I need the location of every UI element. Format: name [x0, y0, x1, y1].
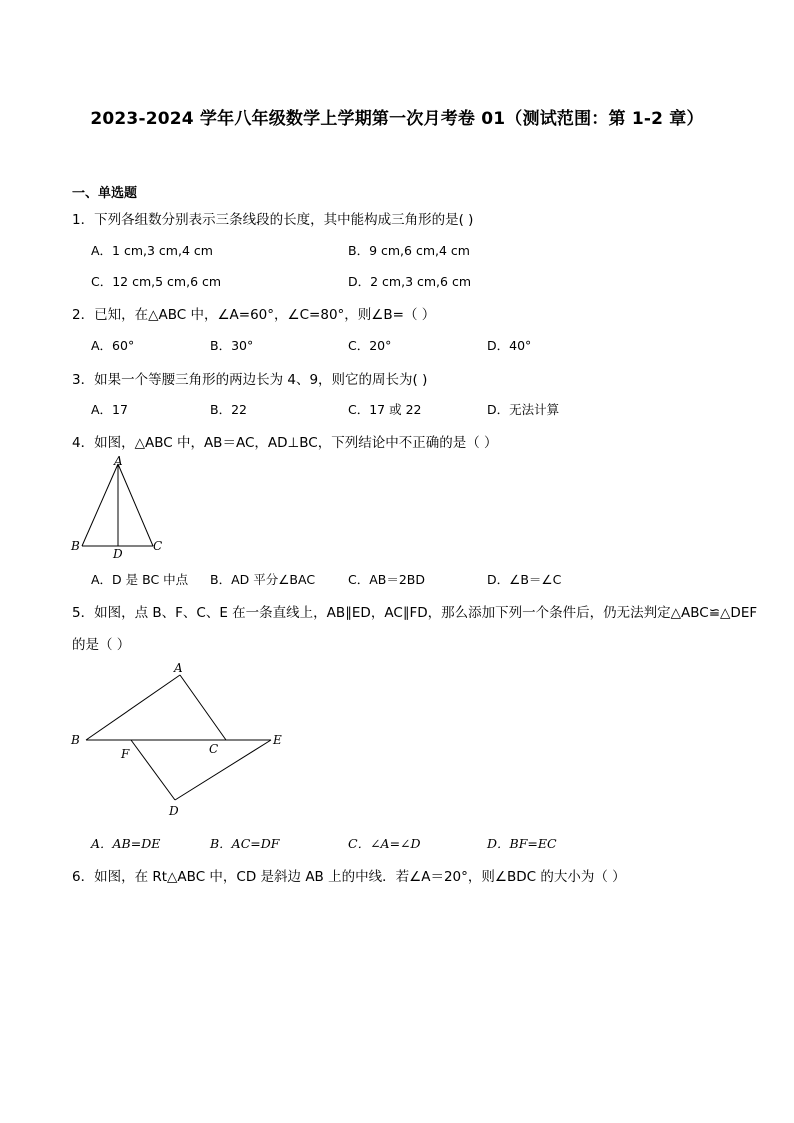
q3-option-d: D．无法计算: [487, 402, 560, 417]
question-2-stem: 2．已知，在△ABC 中，∠A=60°，∠C=80°，则∠B=（ ）: [72, 307, 436, 323]
q5-line-ac: [180, 675, 226, 740]
question-6-stem: 6．如图，在 Rt△ABC 中，CD 是斜边 AB 上的中线．若∠A＝20°，则∠BDC 的大小为（ ）: [72, 869, 626, 885]
q4-side-ac: [118, 464, 153, 546]
section-heading: 一、单选题: [72, 186, 138, 201]
q5-label-e: E: [273, 733, 282, 747]
q5-label-d: D: [169, 804, 179, 818]
q2-option-b: B．30°: [210, 338, 254, 353]
q1-option-c: C．12 cm,5 cm,6 cm: [91, 274, 222, 289]
q1-option-b: B．9 cm,6 cm,4 cm: [348, 243, 470, 258]
q5-triangles-figure: [66, 655, 296, 825]
question-4-stem: 4．如图，△ABC 中，AB＝AC，AD⊥BC，下列结论中不正确的是（ ）: [72, 435, 498, 451]
q4-triangle-figure: [66, 452, 176, 562]
q5-option-a: A．AB=DE: [91, 836, 161, 851]
q2-option-d: D．40°: [487, 338, 532, 353]
q2-option-a: A．60°: [91, 338, 135, 353]
q4-option-a: A．D 是 BC 中点: [91, 572, 189, 587]
q4-label-a: A: [114, 454, 123, 468]
q5-option-b: B．AC=DF: [210, 836, 280, 851]
q5-line-fd: [131, 740, 175, 800]
q4-option-d: D．∠B＝∠C: [487, 572, 562, 587]
q5-label-f: F: [121, 747, 130, 761]
q5-label-c: C: [209, 742, 219, 756]
q4-option-c: C．AB＝2BD: [348, 572, 426, 587]
q4-side-ab: [82, 464, 118, 546]
q1-option-d: D．2 cm,3 cm,6 cm: [348, 274, 471, 289]
question-5-stem-line1: 5．如图，点 B、F、C、E 在一条直线上，AB∥ED，AC∥FD，那么添加下列一个条件后，仍无法判定△ABC≌△DEF: [72, 605, 758, 621]
q5-line-ed: [175, 740, 271, 800]
q2-option-c: C．20°: [348, 338, 392, 353]
question-5-stem-line2: 的是（ ）: [72, 637, 131, 653]
q3-option-a: A．17: [91, 402, 128, 417]
q5-line-ab: [86, 675, 180, 740]
q5-label-b: B: [71, 733, 80, 747]
q5-option-d: D．BF=EC: [487, 836, 557, 851]
q3-option-b: B．22: [210, 402, 247, 417]
q5-label-a: A: [174, 661, 183, 675]
q4-label-d: D: [113, 547, 123, 561]
q4-option-b: B．AD 平分∠BAC: [210, 572, 316, 587]
q4-label-c: C: [153, 539, 163, 553]
page-title: 2023-2024 学年八年级数学上学期第一次月考卷 01（测试范围：第 1-2 章）: [90, 109, 704, 129]
q1-option-a: A．1 cm,3 cm,4 cm: [91, 243, 213, 258]
q5-option-c: C．∠A=∠D: [348, 836, 421, 851]
q3-option-c: C．17 或 22: [348, 402, 422, 417]
question-1-stem: 1．下列各组数分别表示三条线段的长度，其中能构成三角形的是( ): [72, 212, 474, 228]
q4-label-b: B: [71, 539, 80, 553]
question-3-stem: 3．如果一个等腰三角形的两边长为 4、9，则它的周长为( ): [72, 372, 428, 388]
